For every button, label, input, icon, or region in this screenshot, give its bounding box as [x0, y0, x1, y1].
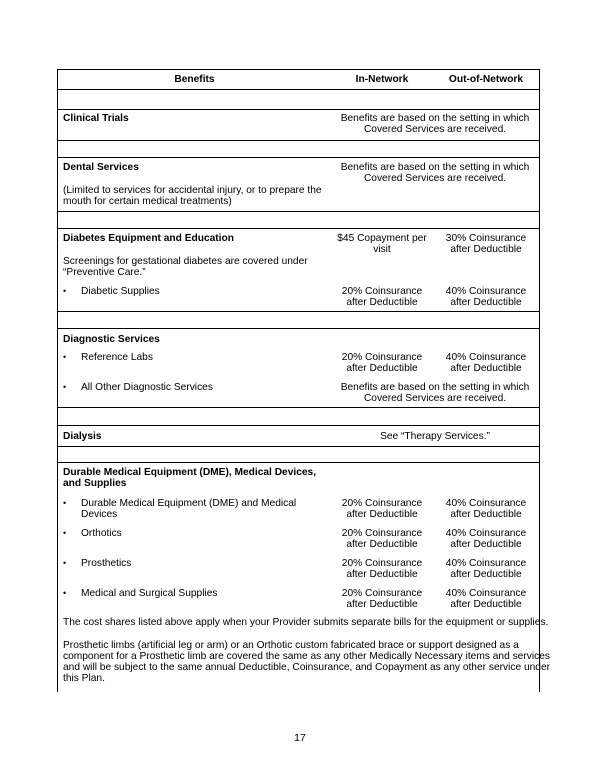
table-rule [57, 109, 539, 110]
reference-labs-label: Reference Labs [81, 352, 153, 363]
dme-item-in-network-cont: after Deductible [346, 509, 418, 520]
section-title-dme: Durable Medical Equipment (DME), Medical Devices, [63, 467, 317, 478]
column-header-benefits: Benefits [174, 74, 215, 85]
table-rule [57, 407, 539, 408]
prosthetic-note-line: Prosthetic limbs (artificial leg or arm) or an Orthotic custom fabricated brace or support designed as a [63, 640, 519, 651]
section-title-diagnostic: Diagnostic Services [63, 334, 160, 345]
table-rule [57, 328, 539, 329]
prosthetics-in-network: 20% Coinsurance [341, 558, 423, 569]
prosthetics-out-network: 40% Coinsurance [445, 558, 527, 569]
bullet: • [63, 382, 67, 392]
medical-surgical-supplies-in-network: 20% Coinsurance [341, 588, 423, 599]
reference-labs-out-network: 40% Coinsurance [445, 352, 527, 363]
medical-surgical-supplies-out-network: 40% Coinsurance [445, 588, 527, 599]
section-title-clinical-trials: Clinical Trials [63, 113, 129, 124]
cost-share-note: The cost shares listed above apply when your Provider submits separate bills for the equipment or supplies. [63, 617, 549, 628]
table-rule [57, 446, 539, 447]
prosthetic-note-line: and will be subject to the same annual Deductible, Coinsurance, and Copayment as any other service under [63, 662, 551, 673]
other-diagnostic-both-networks-cont: Covered Services are received. [363, 393, 507, 404]
bullet: • [63, 528, 67, 538]
bullet: • [63, 352, 67, 362]
diabetic-supplies-in-network: 20% Coinsurance [341, 286, 423, 297]
dental-note: (Limited to services for accidental injury, or to prepare the [63, 185, 322, 196]
medical-surgical-supplies-in-network-cont: after Deductible [346, 599, 418, 610]
dental-note-cont: mouth for certain medical treatments) [63, 196, 232, 207]
clinical-trials-both-networks: Benefits are based on the setting in which [340, 113, 530, 124]
dme-item-out-network: 40% Coinsurance [445, 498, 527, 509]
prosthetics-out-network-cont: after Deductible [450, 569, 522, 580]
bullet: • [63, 286, 67, 296]
medical-surgical-supplies-label: Medical and Surgical Supplies [81, 588, 218, 599]
prosthetics-in-network-cont: after Deductible [346, 569, 418, 580]
reference-labs-in-network: 20% Coinsurance [341, 352, 423, 363]
table-rule [57, 211, 539, 212]
table-rule [57, 157, 539, 158]
diabetes-note-cont: “Preventive Care.” [63, 267, 146, 278]
dme-item-label: Durable Medical Equipment (DME) and Medical [81, 498, 297, 509]
diabetes-note: Screenings for gestational diabetes are covered under [63, 256, 308, 267]
section-title-diabetes: Diabetes Equipment and Education [63, 233, 234, 244]
table-rule [57, 140, 539, 141]
dialysis-both-networks: See “Therapy Services.” [380, 431, 490, 442]
dme-item-in-network: 20% Coinsurance [341, 498, 423, 509]
other-diagnostic-both-networks: Benefits are based on the setting in which [340, 382, 530, 393]
bullet: • [63, 588, 67, 598]
diabetic-supplies-out-network: 40% Coinsurance [445, 286, 527, 297]
dme-item-out-network-cont: after Deductible [450, 509, 522, 520]
orthotics-in-network: 20% Coinsurance [341, 528, 423, 539]
table-rule [57, 89, 539, 90]
clinical-trials-both-networks-cont: Covered Services are received. [363, 124, 507, 135]
prosthetics-label: Prosthetics [81, 558, 132, 569]
diabetes-out-network-cont: after Deductible [450, 244, 522, 255]
dental-both-networks-cont: Covered Services are received. [363, 173, 507, 184]
bullet: • [63, 498, 67, 508]
orthotics-out-network-cont: after Deductible [450, 539, 522, 550]
table-rule [57, 425, 539, 426]
table-rule [57, 311, 539, 312]
reference-labs-out-network-cont: after Deductible [450, 363, 522, 374]
column-header-in-network: In-Network [355, 74, 409, 85]
diabetes-in-network: $45 Copayment per [337, 233, 427, 244]
bullet: • [63, 558, 67, 568]
dme-item-label-cont: Devices [81, 509, 118, 520]
prosthetic-note-line: this Plan. [63, 673, 105, 684]
reference-labs-in-network-cont: after Deductible [346, 363, 418, 374]
column-header-out-of-network: Out-of-Network [448, 74, 524, 85]
dental-both-networks: Benefits are based on the setting in which [340, 162, 530, 173]
orthotics-in-network-cont: after Deductible [346, 539, 418, 550]
medical-surgical-supplies-out-network-cont: after Deductible [450, 599, 522, 610]
section-title-dental-services: Dental Services [63, 162, 139, 173]
prosthetic-note-line: component for a Prosthetic limb are covered the same as any other Medically Necessary items and services [63, 651, 550, 662]
diabetic-supplies-out-network-cont: after Deductible [450, 297, 522, 308]
diabetes-out-network: 30% Coinsurance [445, 233, 527, 244]
diabetic-supplies-label: Diabetic Supplies [81, 286, 160, 297]
other-diagnostic-label: All Other Diagnostic Services [81, 382, 213, 393]
page-number: 17 [294, 732, 306, 744]
table-rule [57, 462, 539, 463]
diabetic-supplies-in-network-cont: after Deductible [346, 297, 418, 308]
section-title-dme-cont: and Supplies [63, 478, 127, 489]
orthotics-out-network: 40% Coinsurance [445, 528, 527, 539]
orthotics-label: Orthotics [81, 528, 122, 539]
table-rule [57, 228, 539, 229]
diabetes-in-network-cont: visit [373, 244, 391, 255]
section-title-dialysis: Dialysis [63, 431, 102, 442]
